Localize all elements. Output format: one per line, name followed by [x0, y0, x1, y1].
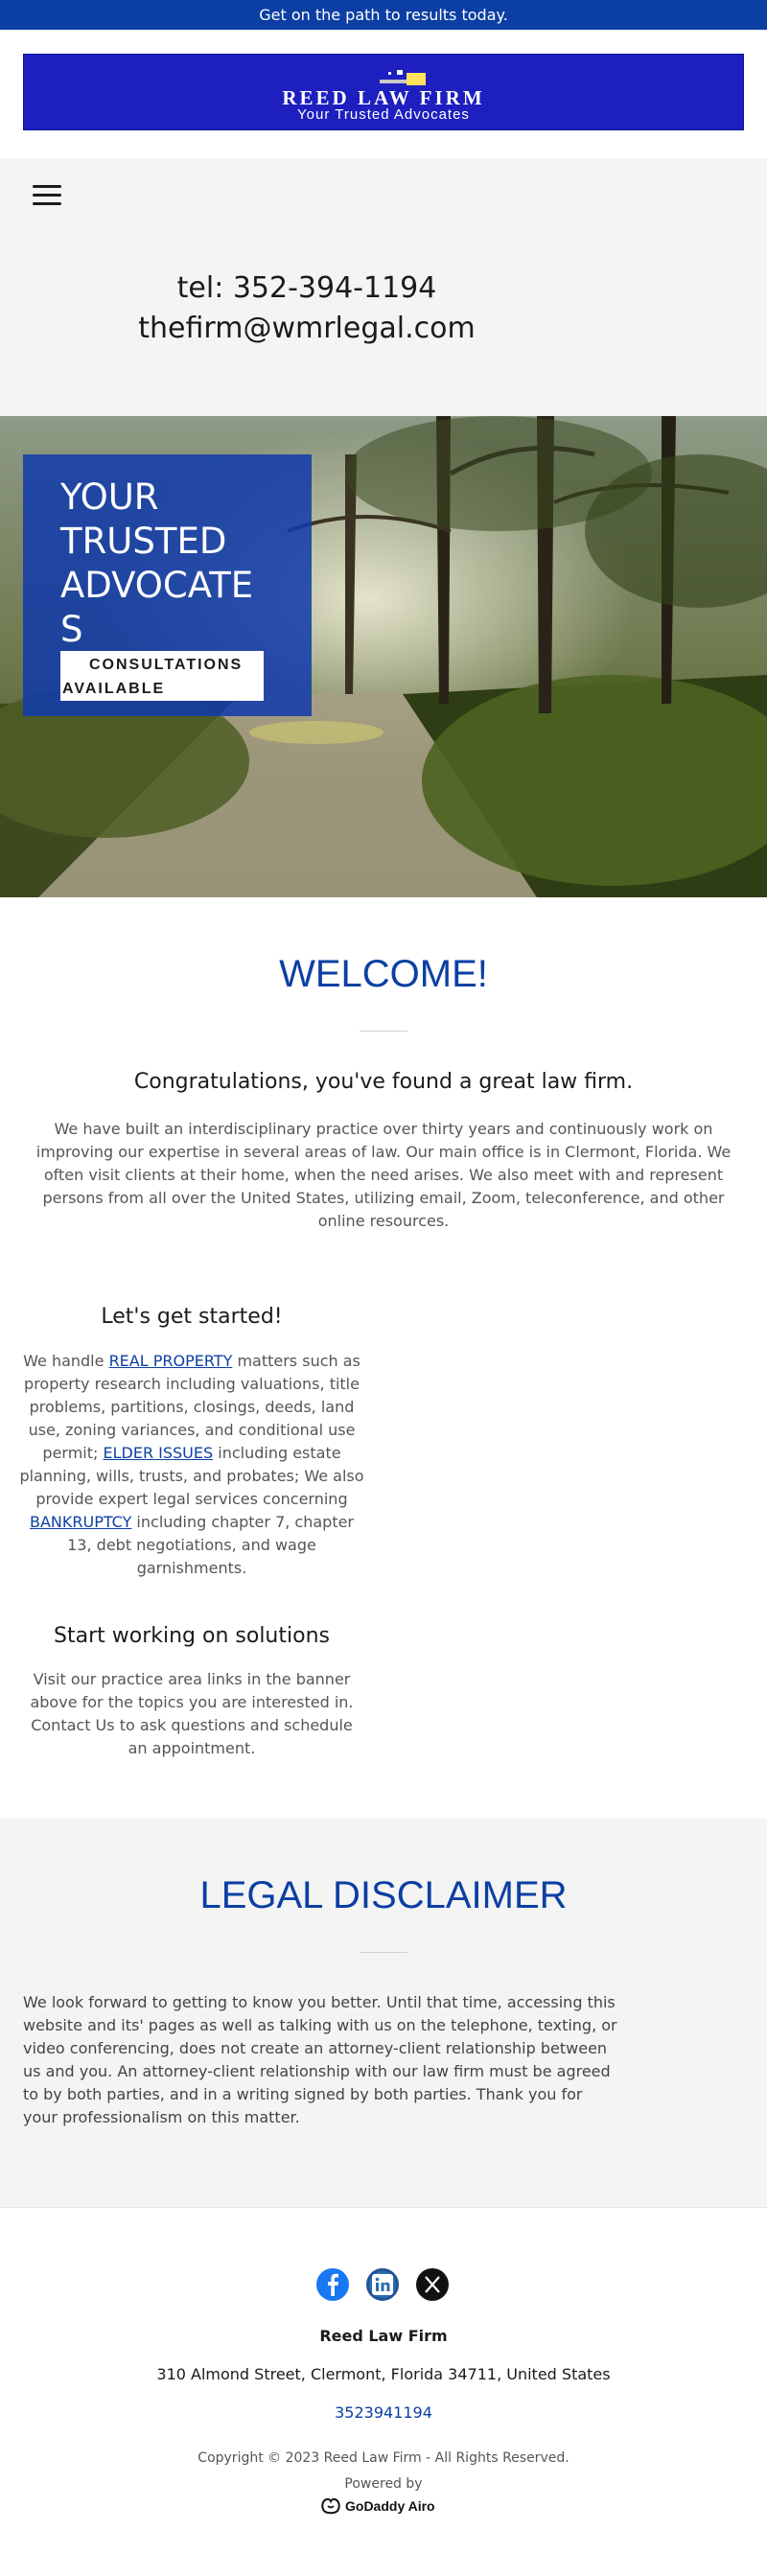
get-started-text: including estate planning, wills, trusts, and probates; We also provide expert legal services concerning — [19, 1444, 364, 1508]
header-logo-area — [0, 30, 767, 158]
get-started-text: We handle — [23, 1352, 109, 1370]
facebook-icon[interactable] — [316, 2268, 349, 2301]
get-started-heading: Let's get started! — [101, 1305, 283, 1329]
logo-tagline: Your Trusted Advocates — [297, 106, 470, 123]
hero-text-panel — [23, 454, 312, 716]
footer-phone-link[interactable]: 3523941194 — [335, 2403, 432, 2422]
site-logo[interactable] — [23, 54, 744, 130]
scales-emblem-icon — [380, 70, 433, 87]
announcement-bar — [0, 0, 767, 30]
godaddy-airo-text: GoDaddy Airo — [345, 2498, 435, 2514]
section-divider — [360, 1952, 407, 1953]
hero-section — [0, 416, 767, 897]
logo-name: REED LAW FIRM — [282, 86, 485, 109]
disclaimer-body: We look forward to getting to know you better. Until that time, accessing this website and its' pages as well as talking with us on the telephone, texting, or video conferencing, does not create an attorney-client relationship between us and you. An attorney-client relationship with our law firm must be agreed to by both parties, and in a writing signed by both parties. Thank you for your professionalism on this matter. — [23, 1993, 617, 2126]
social-links — [316, 2268, 449, 2301]
linkedin-icon[interactable] — [366, 2268, 399, 2301]
announcement-text: Get on the path to results today. — [259, 6, 508, 24]
hero-title-line: S — [60, 609, 83, 650]
disclaimer-heading: LEGAL DISCLAIMER — [199, 1874, 568, 1916]
footer-address: 310 Almond Street, Clermont, Florida 34711, United States — [156, 2365, 611, 2383]
hero-title — [60, 476, 281, 652]
bankruptcy-link[interactable]: BANKRUPTCY — [29, 1513, 132, 1531]
welcome-subheading: Congratulations, you've found a great law firm. — [133, 1070, 634, 1094]
real-property-link[interactable]: REAL PROPERTY — [108, 1352, 233, 1370]
get-started-body — [19, 1350, 364, 1580]
x-icon[interactable] — [416, 2268, 449, 2301]
solutions-body: Visit our practice area links in the banner above for the topics you are interested in. Contact Us to ask questions and schedule an appointment. — [30, 1670, 354, 1757]
footer-firm-name: Reed Law Firm — [319, 2327, 448, 2345]
hero-title-line: YOUR — [60, 476, 159, 518]
powered-by-label: Powered by — [344, 2476, 423, 2492]
site-footer — [0, 2207, 767, 2541]
section-divider — [360, 1031, 407, 1032]
solutions-heading: Start working on solutions — [54, 1624, 330, 1648]
get-started-text: matters such as property research including valuations, title problems, partitions, closings, deeds, land use, zoning variances, and conditional use permit; — [24, 1352, 360, 1462]
contact-band — [0, 158, 767, 416]
godaddy-logo-icon — [320, 2497, 341, 2515]
header-phone[interactable]: tel: 352-394-1194 — [176, 271, 437, 305]
welcome-heading: WELCOME! — [279, 953, 488, 995]
godaddy-airo-logo[interactable] — [320, 2497, 435, 2515]
footer-copyright: Copyright © 2023 Reed Law Firm - All Rights Reserved. — [198, 2450, 569, 2466]
hero-title-line: ADVOCATE — [60, 565, 254, 606]
consultations-button-line: AVAILABLE — [62, 681, 166, 697]
welcome-section — [0, 897, 767, 1819]
header-email[interactable]: thefirm@wmrlegal.com — [138, 312, 476, 345]
consultations-button[interactable] — [60, 651, 264, 701]
consultations-button-line: CONSULTATIONS — [89, 657, 244, 673]
get-started-text: including chapter 7, chapter 13, debt negotiations, and wage garnishments. — [67, 1513, 355, 1577]
hero-title-line: TRUSTED — [60, 521, 227, 562]
elder-issues-link[interactable]: ELDER ISSUES — [103, 1444, 214, 1462]
menu-hamburger-icon[interactable] — [33, 185, 61, 208]
legal-disclaimer-section — [0, 1819, 767, 2207]
welcome-body: We have built an interdisciplinary practice over thirty years and continuously work on improving our expertise in several areas of law. Our main office is in Clermont, Florida. We often visit clients at their home, when the need arises. We also meet with and represent persons from all over the United States, utilizing email, Zoom, teleconference, and other online resources. — [35, 1120, 732, 1230]
